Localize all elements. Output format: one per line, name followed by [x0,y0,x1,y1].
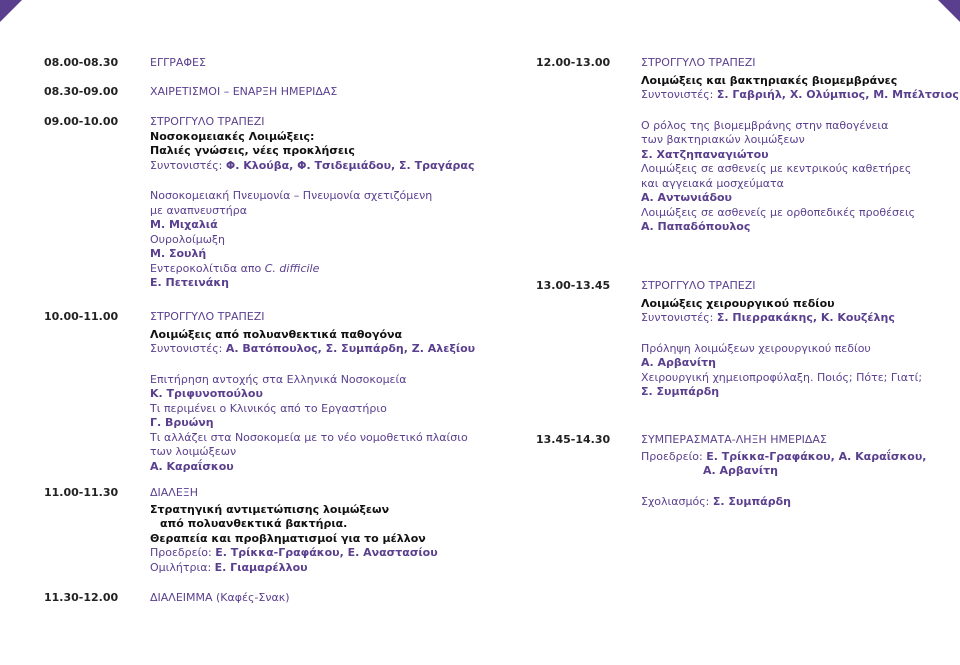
speaker-name: Μ. Σουλή [150,247,207,260]
session-closing [641,433,926,509]
session-round-table-2 [150,310,475,474]
session-lecture [150,486,438,575]
session-time: 11.30-12.00 [44,591,119,604]
talk-title: των λοιμώξεων [150,445,237,458]
chair-names: Ε. Τρίκκα-Γραφάκου, Ε. Αναστασίου [215,546,438,559]
talk-title: Χειρουργική χημειοπροφύλαξη. Ποιός; Πότε; Γιατί; [641,370,923,384]
coordinators-label: Συντονιστές: [150,158,223,172]
session-time: 10.00-11.00 [44,310,119,323]
talk-title: Λοιμώξεις σε ασθενείς με ορθοπεδικές προθέσεις [641,205,916,219]
coordinators-label: Συντονιστές: [150,342,223,355]
coordinators-names: Φ. Κλούβα, Φ. Τσιδεμιάδου, Σ. Τραγάρας [225,158,475,172]
speaker-name: Α. Παπαδόπουλος [641,220,751,233]
session-time: 13.45-14.30 [536,433,611,446]
talk-title: Νοσοκομειακή Πνευμονία – Πνευμονία σχετιζόμενη [150,189,433,202]
speaker-name: Α. Καραΐσκου [150,459,234,473]
talk-title: Πρόληψη λοιμώξεων χειρουργικού πεδίου [641,341,871,355]
speaker-name: Σ. Χατζηπαναγιώτου [641,147,769,161]
session-title: ΣΥΜΠΕΡΑΣΜΑΤΑ-ΛΗΞΗ ΗΜΕΡΙΔΑΣ [641,433,827,446]
lecture-title: Θεραπεία και προβληματισμοί για το μέλλον [150,531,426,545]
talk-title: Εντεροκολίτιδα απο [150,261,262,275]
speaker-name: Α. Αντωνιάδου [641,191,732,204]
talk-title: Επιτήρηση αντοχής στα Ελληνικά Νοσοκομεία [150,372,407,386]
session-break [150,591,290,606]
session-title: ΣΤΡΟΓΓΥΛΟ ΤΡΑΠΕΖΙ [641,56,756,69]
talk-title: με αναπνευστήρα [150,203,247,217]
speaker-label: Ομιλήτρια: [150,560,212,574]
coordinators-names: Σ. Πιερρακάκης, Κ. Κουζέλης [716,311,895,324]
speaker-name: Μ. Μιχαλιά [150,218,218,231]
chair-names: Α. Αρβανίτη [703,464,778,477]
talk-title: των βακτηριακών λοιμώξεων [641,133,805,146]
session-time: 13.00-13.45 [536,279,611,292]
talk-title: Ο ρόλος της βιομεμβράνης στην παθογένεια [641,118,889,132]
coordinators-label: Συντονιστές: [641,311,714,324]
speaker-name: Α. Αρβανίτη [641,356,716,369]
session-time: 11.00-11.30 [44,486,119,499]
lecture-title: Στρατηγική αντιμετώπισης λοιμώξεων [150,502,390,516]
session-subtitle: Παλιές γνώσεις, νέες προκλήσεις [150,144,355,157]
session-subtitle: Λοιμώξεις από πολυανθεκτικά παθογόνα [150,327,403,341]
session-title: ΔΙΑΛΕΞΗ [150,486,198,499]
talk-title: Τι περιμένει ο Κλινικός από το Εργαστήριο [150,401,387,415]
session-subtitle: Νοσοκομειακές Λοιμώξεις: [150,129,315,143]
talk-title: Τι αλλάζει στα Νοσοκομεία με το νέο νομοθετικό πλαίσιο [150,430,468,444]
talk-title: Ουρολοίμωξη [150,232,226,246]
lecture-title: από πολυανθεκτικά βακτήρια. [160,517,348,530]
session-round-table-1 [150,115,475,291]
session-time: 08.30-09.00 [44,85,119,98]
coordinators-label: Συντονιστές: [641,88,714,101]
corner-decoration [938,0,960,22]
speaker-name: Σ. Συμπάρδη [641,385,720,398]
chair-label: Προεδρείο: [150,546,212,559]
session-subtitle: Λοιμώξεις και βακτηριακές βιομεμβράνες [641,73,898,87]
talk-title: Λοιμώξεις σε ασθενείς με κεντρικούς καθετήρες [641,162,912,175]
session-title: ΧΑΙΡΕΤΙΣΜΟΙ – ΕΝΑΡΞΗ ΗΜΕΡΙΔΑΣ [150,85,338,98]
talk-title-italic: C. difficile [264,261,320,275]
session-title: ΔΙΑΛΕΙΜΜΑ (Καφές-Σνακ) [150,591,290,604]
coordinators-names: Σ. Γαβριήλ, Χ. Ολύμπιος, Μ. Μπέλτσιος [716,88,959,101]
chair-names: Ε. Τρίκκα-Γραφάκου, Α. Καραΐσκου, [706,449,927,463]
session-round-table-3 [641,56,959,235]
session-time: 12.00-13.00 [536,56,611,69]
session-welcome [150,85,337,100]
session-subtitle: Λοιμώξεις χειρουργικού πεδίου [641,296,835,310]
speaker-name: Ε. Γιαμαρέλλου [214,560,308,574]
talk-title: και αγγειακά μοσχεύματα [641,176,784,190]
session-title: ΣΤΡΟΓΓΥΛΟ ΤΡΑΠΕΖΙ [641,279,756,292]
speaker-name: Κ. Τριφυνοπούλου [150,387,263,400]
corner-decoration [0,0,22,22]
comment-label: Σχολιασμός: [641,494,710,508]
session-registration [150,56,206,71]
coordinators-names: Α. Βατόπουλος, Σ. Συμπάρδη, Ζ. Αλεξίου [225,342,476,355]
session-time: 09.00-10.00 [44,115,119,128]
session-title: ΣΤΡΟΓΓΥΛΟ ΤΡΑΠΕΖΙ [150,310,265,323]
speaker-name: Ε. Πετεινάκη [150,276,229,289]
session-title: ΣΤΡΟΓΓΥΛΟ ΤΡΑΠΕΖΙ [150,115,265,128]
session-round-table-4 [641,279,922,400]
comment-name: Σ. Συμπάρδη [712,494,791,508]
session-time: 08.00-08.30 [44,56,119,69]
speaker-name: Γ. Βρυώνη [150,416,214,429]
chair-label: Προεδρείο: [641,449,703,463]
session-title: ΕΓΓΡΑΦΕΣ [150,56,206,69]
